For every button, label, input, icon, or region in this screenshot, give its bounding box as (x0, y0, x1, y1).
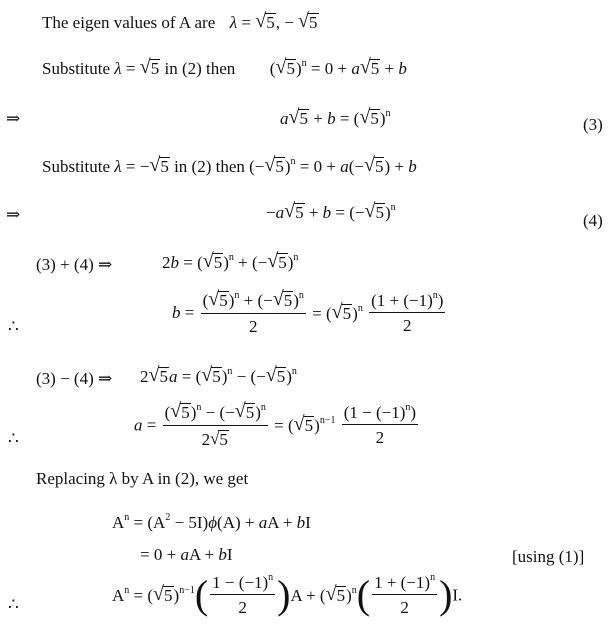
an-final: $A^n = (√5)^{n-1}$( $\frac{1 - (-1)^n}{2}$ )$A + (√5)^n$( $\frac{1 + (-1)^n}{2}$ )I. (112, 572, 463, 617)
b-fraction: $\frac{(√5)^n + (-√5)^n}{2}$ (202, 288, 304, 336)
therefore-3: ∴ (8, 595, 19, 614)
therefore-1: ∴ (8, 317, 19, 336)
lambda-positive: λ = √5 (114, 56, 160, 78)
an-expansion: $A^n = (A^2 - 5I)\phi(A)$ + aA + bI (112, 512, 311, 532)
eigen-values-line (42, 12, 319, 32)
equation-4-tag: (4) (583, 211, 603, 230)
diff-equation: $2√5a = (√5)^n - (-√5)^n$ (140, 364, 297, 386)
a-solution: a = $\frac{(√5)^n - (-√5)^n}{2√5}$ = $(√5)^{n-1}$ $\frac{(1 - (-1)^n)}{2}$ (134, 400, 417, 449)
implies-arrow-1: ⇒ (6, 109, 21, 128)
sum-label: (3) + (4) ⇒ (36, 255, 113, 274)
in-2-then-text: in (2) then (164, 59, 236, 78)
equation-3-tag: (3) (583, 115, 603, 134)
diff-label: (3) − (4) ⇒ (36, 369, 113, 388)
substitute-positive-line (42, 58, 407, 78)
a-fraction: $\frac{(√5)^n - (-√5)^n}{2√5}$ (164, 400, 266, 449)
equation-4: $-a√5 + b = (-√5)^n$ (266, 200, 396, 222)
b-coefficient-fraction: $\frac{(1 + (-1)^n)}{2}$ (371, 289, 444, 335)
equation-3: $a√5 + b = (√5)^n$ (280, 106, 391, 128)
an-simplified: = 0 + aA + bI (140, 545, 233, 564)
b-solution: b = $\frac{(√5)^n + (-√5)^n}{2}$ = $(√5)^n$ $\frac{(1 + (-1)^n)}{2}$ (172, 288, 444, 336)
sum-equation: $2b = (√5)^n + (-√5)^n$ (162, 250, 299, 272)
in-2-then-text: in (2) then (174, 157, 245, 176)
eigen-values-math: λ = √5, − √5 (229, 10, 318, 32)
using-1-note: [using (1)] (512, 547, 585, 566)
equation-substitute-positive: $(√5)^n = 0 + a√5 + b$ (269, 56, 407, 78)
substitute-text: Substitute (42, 157, 111, 176)
substitute-negative-line (42, 156, 417, 176)
therefore-2: ∴ (8, 429, 19, 448)
substitute-text: Substitute (42, 59, 111, 78)
replacing-line: Replacing λ by A in (2), we get (36, 469, 249, 488)
equation-substitute-negative: $(-√5)^n = 0 + a(-√5) + b$ (249, 154, 417, 176)
eigen-values-text: The eigen values of A are (42, 13, 216, 32)
implies-arrow-2: ⇒ (6, 205, 21, 224)
lambda-negative: λ = −√5 (114, 154, 169, 176)
a-coefficient-fraction: $\frac{(1 - (-1)^n)}{2}$ (343, 402, 417, 447)
